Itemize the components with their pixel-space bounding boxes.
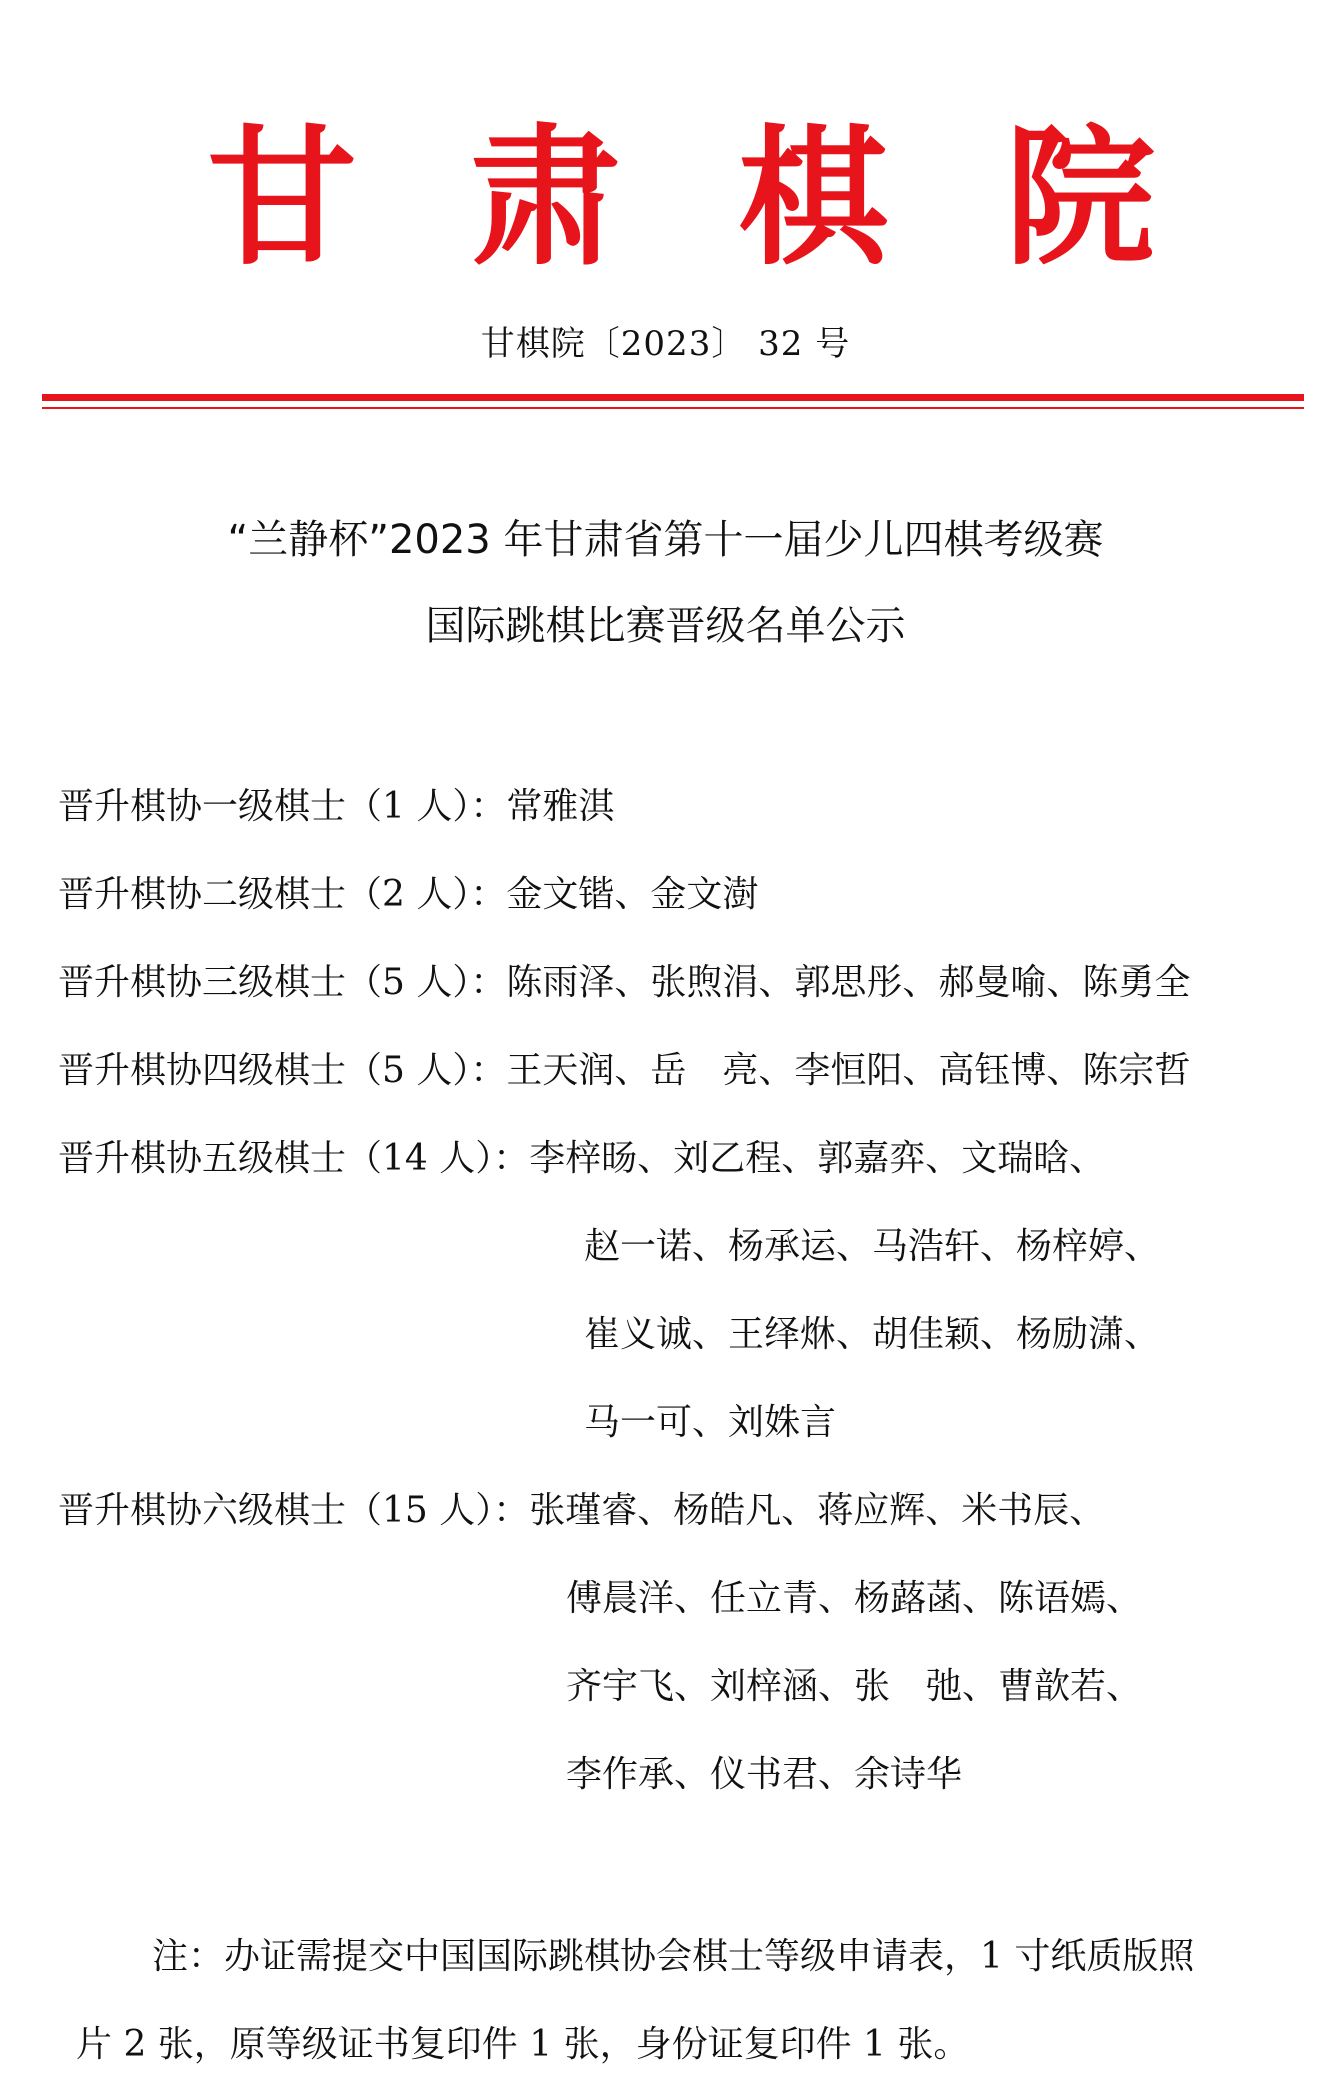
- level-5-names-line-4: 马一可、刘姝言: [584, 1402, 837, 1443]
- level-6-names-line-3: 齐宇飞、刘梓涵、张 弛、曹歆若、: [566, 1666, 1143, 1707]
- level-names: 王天润、岳 亮、李恒阳、高钰博、陈宗哲: [506, 1050, 1191, 1091]
- level-row-3: [58, 958, 1308, 1008]
- level-6-names-line-4: 李作承、仪书君、余诗华: [566, 1754, 963, 1795]
- red-divider-thick: [42, 394, 1304, 401]
- level-label: 晋升棋协四级棋士（5 人）：: [58, 1050, 507, 1091]
- document-title-line-2: 国际跳棋比赛晋级名单公示: [425, 603, 906, 649]
- document-title-line-1: “兰静杯”2023 年甘肃省第十一届少儿四棋考级赛: [227, 517, 1104, 563]
- level-6-names-line-2: 傅晨洋、任立青、杨蕗菡、陈语嫣、: [566, 1578, 1143, 1619]
- document-number: 甘棋院〔2023〕 32 号: [480, 324, 851, 364]
- level-names: 李梓旸、刘乙程、郭嘉弈、文瑞晗、: [529, 1138, 1106, 1179]
- level-row-6: [58, 1486, 1308, 1536]
- level-label: 晋升棋协六级棋士（15 人）：: [58, 1490, 530, 1531]
- level-label: 晋升棋协二级棋士（2 人）：: [58, 874, 507, 915]
- level-5-names-line-3: 崔义诚、王绎烌、胡佳颖、杨励潇、: [584, 1314, 1161, 1355]
- level-label: 晋升棋协三级棋士（5 人）：: [58, 962, 507, 1003]
- institution-char-4: 院: [1005, 110, 1156, 286]
- level-label: 晋升棋协一级棋士（1 人）：: [58, 786, 507, 827]
- level-names: 陈雨泽、张煦涓、郭思彤、郝曼喻、陈勇全: [506, 962, 1191, 1003]
- level-row-5: [58, 1134, 1308, 1184]
- institution-char-1: 甘: [207, 110, 358, 286]
- level-row-1: [58, 782, 1308, 832]
- level-names: 金文锴、金文澍: [506, 874, 759, 915]
- note-line-1: 注：办证需提交中国国际跳棋协会棋士等级申请表，1 寸纸质版照: [152, 1936, 1195, 1977]
- institution-name: [0, 110, 1331, 286]
- red-divider-thin: [42, 407, 1304, 409]
- level-label: 晋升棋协五级棋士（14 人）：: [58, 1138, 530, 1179]
- level-row-2: [58, 870, 1308, 920]
- institution-char-2: 肃: [470, 110, 621, 286]
- level-names: 张瑾睿、杨皓凡、蒋应辉、米书辰、: [529, 1490, 1106, 1531]
- level-5-names-line-2: 赵一诺、杨承运、马浩轩、杨梓婷、: [584, 1226, 1161, 1267]
- institution-char-3: 棋: [738, 110, 889, 286]
- note-line-2: 片 2 张，原等级证书复印件 1 张，身份证复印件 1 张。: [76, 2024, 970, 2065]
- level-names: 常雅淇: [506, 786, 615, 827]
- level-row-4: [58, 1046, 1308, 1096]
